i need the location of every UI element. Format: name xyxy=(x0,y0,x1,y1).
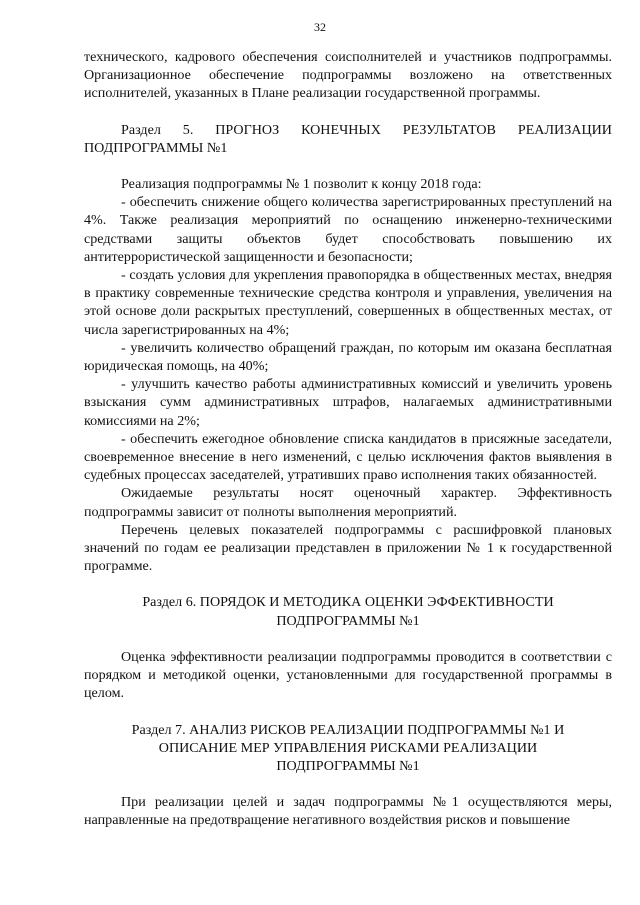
section-7-heading xyxy=(84,721,612,776)
list-item: - обеспечить ежегодное обновление списка кандидатов в присяжные заседатели, своевременное внесение в него изменений, с целью исключения фактов выявления в судебных процессах заседателей, утративших право исполнения таких обязанностей. xyxy=(84,430,612,484)
intro-paragraph: технического, кадрового обеспечения соисполнителей и участников подпрограммы. Организационное обеспечение подпрограммы возложено на ответственных исполнителей, указанных в Плане реализации государственной программы. xyxy=(84,49,612,102)
section-6-heading-line: ПОДПРОГРАММЫ №1 xyxy=(276,612,420,629)
section-6-heading xyxy=(84,593,612,629)
section-7-heading-line: ОПИСАНИЕ МЕР УПРАВЛЕНИЯ РИСКАМИ РЕАЛИЗАЦИИ xyxy=(158,739,538,756)
spacer xyxy=(84,630,612,648)
spacer xyxy=(84,775,612,793)
expected-results-paragraph: Ожидаемые результаты носят оценочный характер. Эффективность подпрограммы зависит от полноты выполнения мероприятий. xyxy=(84,485,612,520)
indicators-paragraph: Перечень целевых показателей подпрограммы с расшифровкой плановых значений по годам ее реализации представлен в приложении № 1 к государственной программе. xyxy=(84,521,612,575)
section-6-paragraph: Оценка эффективности реализации подпрограммы проводится в соответствии с порядком и методикой оценки, установленными для государственной программы в целом. xyxy=(84,648,612,702)
list-item: - увеличить количество обращений граждан, по которым им оказана бесплатная юридическая помощь, на 40%; xyxy=(84,339,612,375)
section-7-heading-line: ПОДПРОГРАММЫ №1 xyxy=(276,757,420,774)
page-number: 32 xyxy=(314,20,326,34)
spacer xyxy=(84,103,612,121)
spacer xyxy=(84,157,612,175)
page-body xyxy=(84,48,612,830)
list-item: - обеспечить снижение общего количества зарегистрированных преступлений на 4%. Также реализация мероприятий по оснащению инженерно-техническими средствами защиты объектов будет способствовать повышению их антитеррористической защищенности и безопасности; xyxy=(84,194,612,265)
section-5-lead: Реализация подпрограммы № 1 позволит к концу 2018 года: xyxy=(121,176,482,193)
section-7-heading-line: Раздел 7. АНАЛИЗ РИСКОВ РЕАЛИЗАЦИИ ПОДПРОГРАММЫ №1 И xyxy=(131,721,565,738)
section-5-heading: Раздел 5. ПРОГНОЗ КОНЕЧНЫХ РЕЗУЛЬТАТОВ РЕАЛИЗАЦИИ ПОДПРОГРАММЫ №1 xyxy=(84,121,612,156)
spacer xyxy=(84,703,612,721)
list-item: - создать условия для укрепления правопорядка в общественных местах, внедряя в практику современные технические средства контроля и управления, увеличения на этой основе доли раскрытых преступлений, совершенных в общественных местах, от числа зарегистрированных на 4%; xyxy=(84,267,612,338)
section-6-heading-line: Раздел 6. ПОРЯДОК И МЕТОДИКА ОЦЕНКИ ЭФФЕКТИВНОСТИ xyxy=(142,594,554,611)
list-item: - улучшить качество работы административных комиссий и увеличить уровень взыскания сумм административных штрафов, налагаемых административными комиссиями на 2%; xyxy=(84,376,612,429)
spacer xyxy=(84,575,612,593)
section-7-paragraph: При реализации целей и задач подпрограммы №1 осуществляются меры, направленные на предотвращение негативного воздействия рисков и повышение xyxy=(84,794,612,829)
